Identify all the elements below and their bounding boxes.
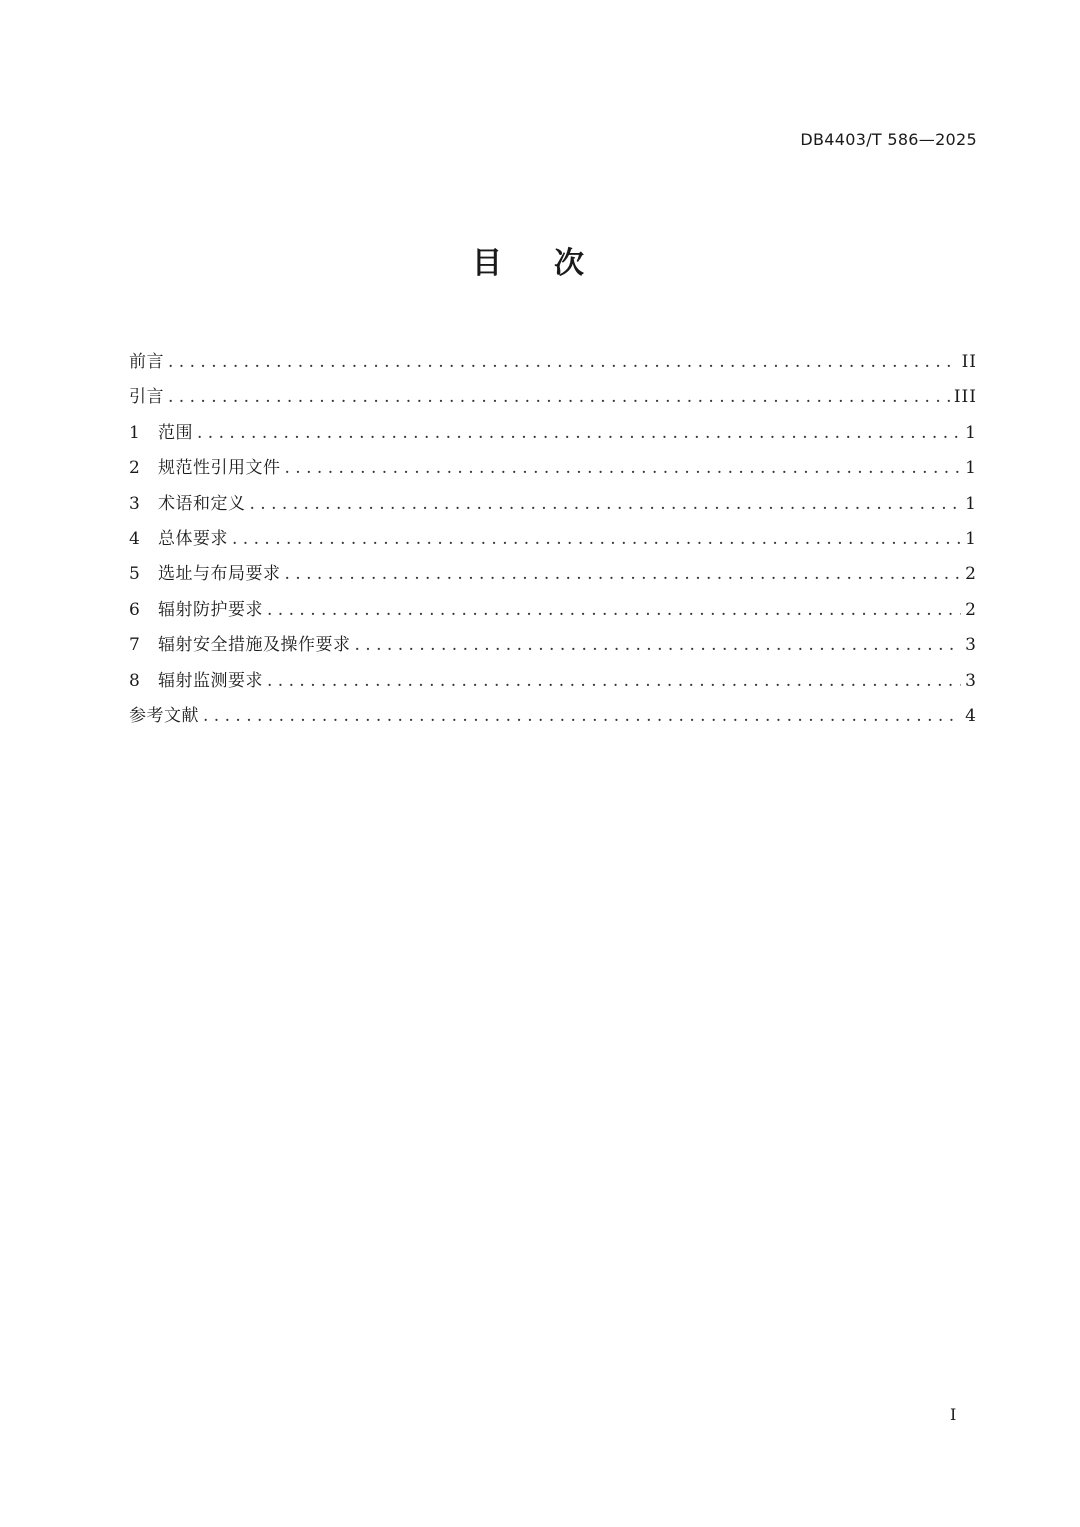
toc-entry-label: 范围 <box>158 422 193 443</box>
toc-list <box>129 345 977 734</box>
toc-entry-normative-references[interactable] <box>129 451 977 486</box>
toc-entry-bibliography[interactable] <box>129 699 977 734</box>
toc-entry-label: 辐射安全措施及操作要求 <box>158 635 351 656</box>
toc-leader-dots <box>285 557 962 592</box>
toc-entry-number: 6 <box>129 599 140 620</box>
toc-entry-label: 参考文献 <box>129 705 199 726</box>
toc-leader-dots <box>197 416 961 451</box>
toc-entry-page: 3 <box>965 635 977 656</box>
toc-entry-introduction[interactable] <box>129 380 977 415</box>
toc-entry-number: 4 <box>129 528 140 549</box>
toc-entry-number: 3 <box>129 493 140 514</box>
toc-entry-siting-layout[interactable] <box>129 557 977 592</box>
toc-entry-label: 辐射防护要求 <box>158 599 263 620</box>
toc-entry-radiation-protection[interactable] <box>129 593 977 628</box>
toc-entry-page: 1 <box>965 422 977 443</box>
toc-entry-page: 1 <box>965 528 977 549</box>
toc-entry-foreword[interactable] <box>129 345 977 380</box>
toc-entry-scope[interactable] <box>129 416 977 451</box>
toc-entry-label: 前言 <box>129 352 164 372</box>
toc-entry-label: 总体要求 <box>158 528 228 549</box>
toc-entry-safety-measures[interactable] <box>129 628 977 663</box>
toc-entry-label: 规范性引用文件 <box>158 458 281 479</box>
toc-entry-label: 术语和定义 <box>158 493 246 514</box>
toc-entry-page: 3 <box>965 670 977 691</box>
toc-entry-page: 1 <box>965 458 977 479</box>
document-code: DB4403/T 586—2025 <box>800 130 977 149</box>
toc-entry-label: 选址与布局要求 <box>158 564 281 585</box>
toc-entry-radiation-monitoring[interactable] <box>129 664 977 699</box>
toc-leader-dots <box>267 664 961 699</box>
toc-leader-dots <box>267 593 961 628</box>
toc-entry-page: 4 <box>965 705 977 726</box>
toc-entry-number: 5 <box>129 564 140 585</box>
toc-entry-terms-definitions[interactable] <box>129 487 977 522</box>
page-number: I <box>950 1405 957 1424</box>
toc-entry-number: 1 <box>129 422 140 443</box>
toc-entry-page: 1 <box>965 493 977 514</box>
toc-leader-dots <box>285 451 962 486</box>
toc-leader-dots <box>168 380 950 415</box>
toc-entry-page: II <box>961 352 977 372</box>
toc-leader-dots <box>355 628 962 663</box>
toc-entry-label: 引言 <box>129 387 164 408</box>
toc-entry-page: III <box>953 387 977 408</box>
toc-entry-label: 辐射监测要求 <box>158 670 263 691</box>
toc-leader-dots <box>203 699 961 734</box>
toc-entry-number: 2 <box>129 458 140 479</box>
toc-leader-dots <box>168 345 958 380</box>
toc-title: 目次 <box>472 246 636 281</box>
toc-entry-number: 7 <box>129 635 140 656</box>
toc-entry-general-requirements[interactable] <box>129 522 977 557</box>
toc-entry-page: 2 <box>965 599 977 620</box>
toc-leader-dots <box>232 522 961 557</box>
toc-entry-number: 8 <box>129 670 140 691</box>
toc-entry-page: 2 <box>965 564 977 585</box>
toc-leader-dots <box>250 487 962 522</box>
